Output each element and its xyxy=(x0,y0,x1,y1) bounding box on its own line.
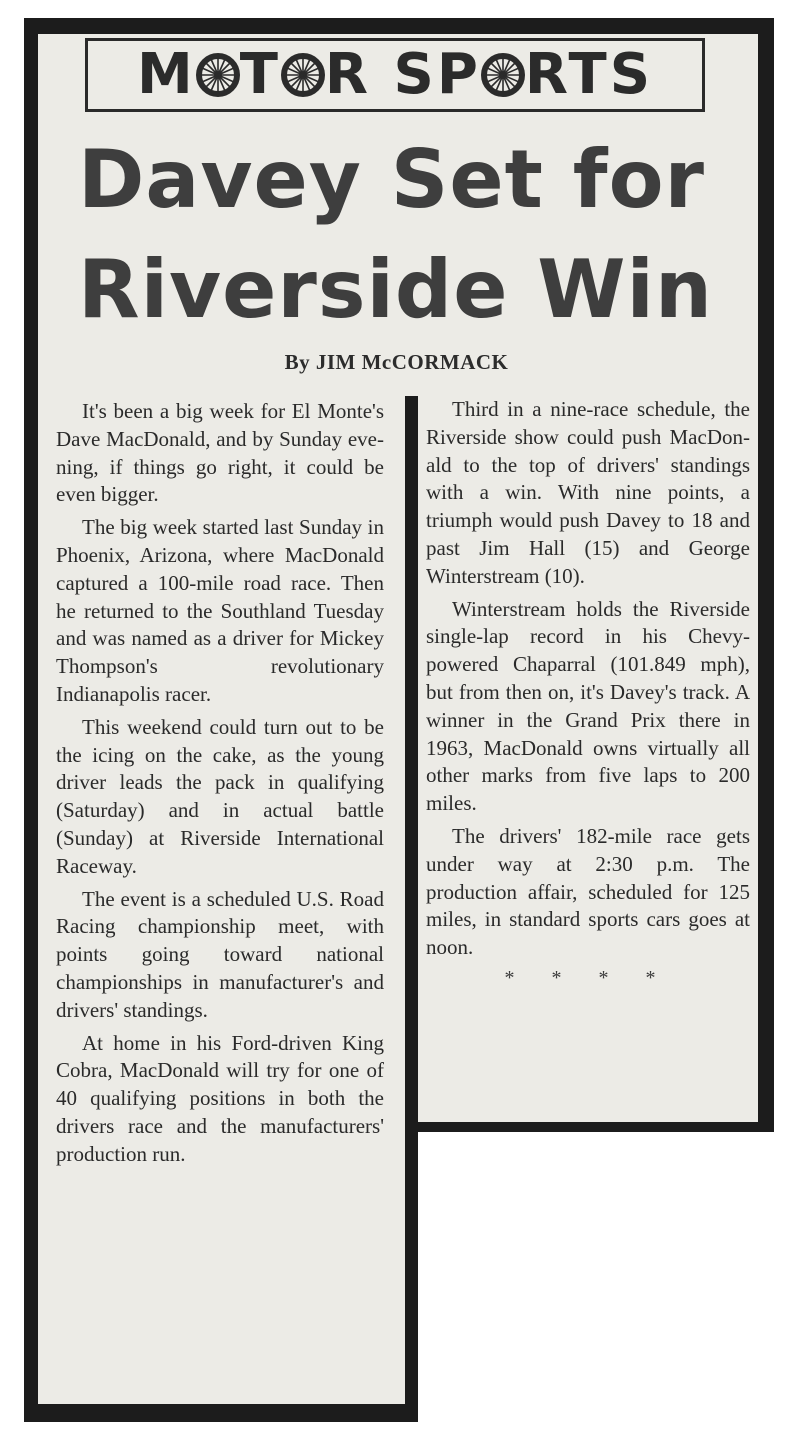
article-paragraph: It's been a big week for El Monte's Dave MacDonald, and by Sunday evening, if things go right, it could be even bigger. xyxy=(56,399,384,507)
article-paragraph: The drivers' 182-mile race gets under way at 2:30 p.m. The production affair, scheduled for 125 miles, in standard sports cars goes at noon. xyxy=(426,823,750,960)
article-paragraph: This weekend could turn out to be the icing on the cake, as the young driver leads the pack in qualifying (Saturday) and in actual battle (Sunday) at Riverside International Raceway. xyxy=(56,714,384,878)
section-title-part: RTS xyxy=(524,42,654,107)
spoked-wheel-icon xyxy=(281,53,325,97)
section-title-part: R SP xyxy=(324,42,481,107)
spoked-wheel-icon xyxy=(481,53,525,97)
article-paragraph: At home in his Ford-driven King Cobra, MacDonald will try for one of 40 qualifying positions in both the drivers race and the manufacturers' production run. xyxy=(56,1030,384,1166)
scan-border-top xyxy=(24,18,774,34)
end-of-article-mark: * * * * xyxy=(504,966,672,989)
spoked-wheel-icon xyxy=(196,53,240,97)
section-title xyxy=(136,42,654,107)
article-paragraph: Winterstream holds the Riverside single-lap record in his Chevy-powered Chaparral (101.849 mph), but from then on, it's Davey's track. A winner in the Grand Prix there in 1963, MacDonald owns virtually all other marks from five laps to 200 miles. xyxy=(426,596,750,816)
headline-line-2: Riverside Win xyxy=(78,243,713,336)
article-paragraph: The event is a scheduled U.S. Road Racing championship meet, with points going toward national championships in manufacturer's and drivers' standings. xyxy=(56,886,384,1022)
article-column-right xyxy=(426,396,750,993)
article-column-left xyxy=(56,398,384,1174)
article-paragraph: Third in a nine-race schedule, the Riverside show could push MacDonald to the top of drivers' standings with a win. With nine points, a triumph would push Davey to 18 and past Jim Hall (15) and George Winterstream (10). xyxy=(426,397,750,588)
scan-border-bottom-right xyxy=(418,1122,774,1132)
scan-border-right xyxy=(758,18,774,1130)
byline: By JIM McCORMACK xyxy=(284,350,509,374)
section-masthead xyxy=(85,38,705,112)
scan-border-bottom-left xyxy=(24,1404,418,1422)
article-paragraph: The big week started last Sunday in Phoenix, Arizona, where MacDonald captured a 100-mile road race. Then he returned to the Southland Tuesday and was named as a driver for Mickey Thompson's revolutionary Indianapolis racer. xyxy=(56,515,384,706)
headline-line-1: Davey Set for xyxy=(78,133,705,226)
section-title-part: T xyxy=(239,42,281,107)
scan-border-column-gap xyxy=(405,396,418,1422)
section-title-part: M xyxy=(136,42,196,107)
scan-border-left xyxy=(24,18,38,1422)
